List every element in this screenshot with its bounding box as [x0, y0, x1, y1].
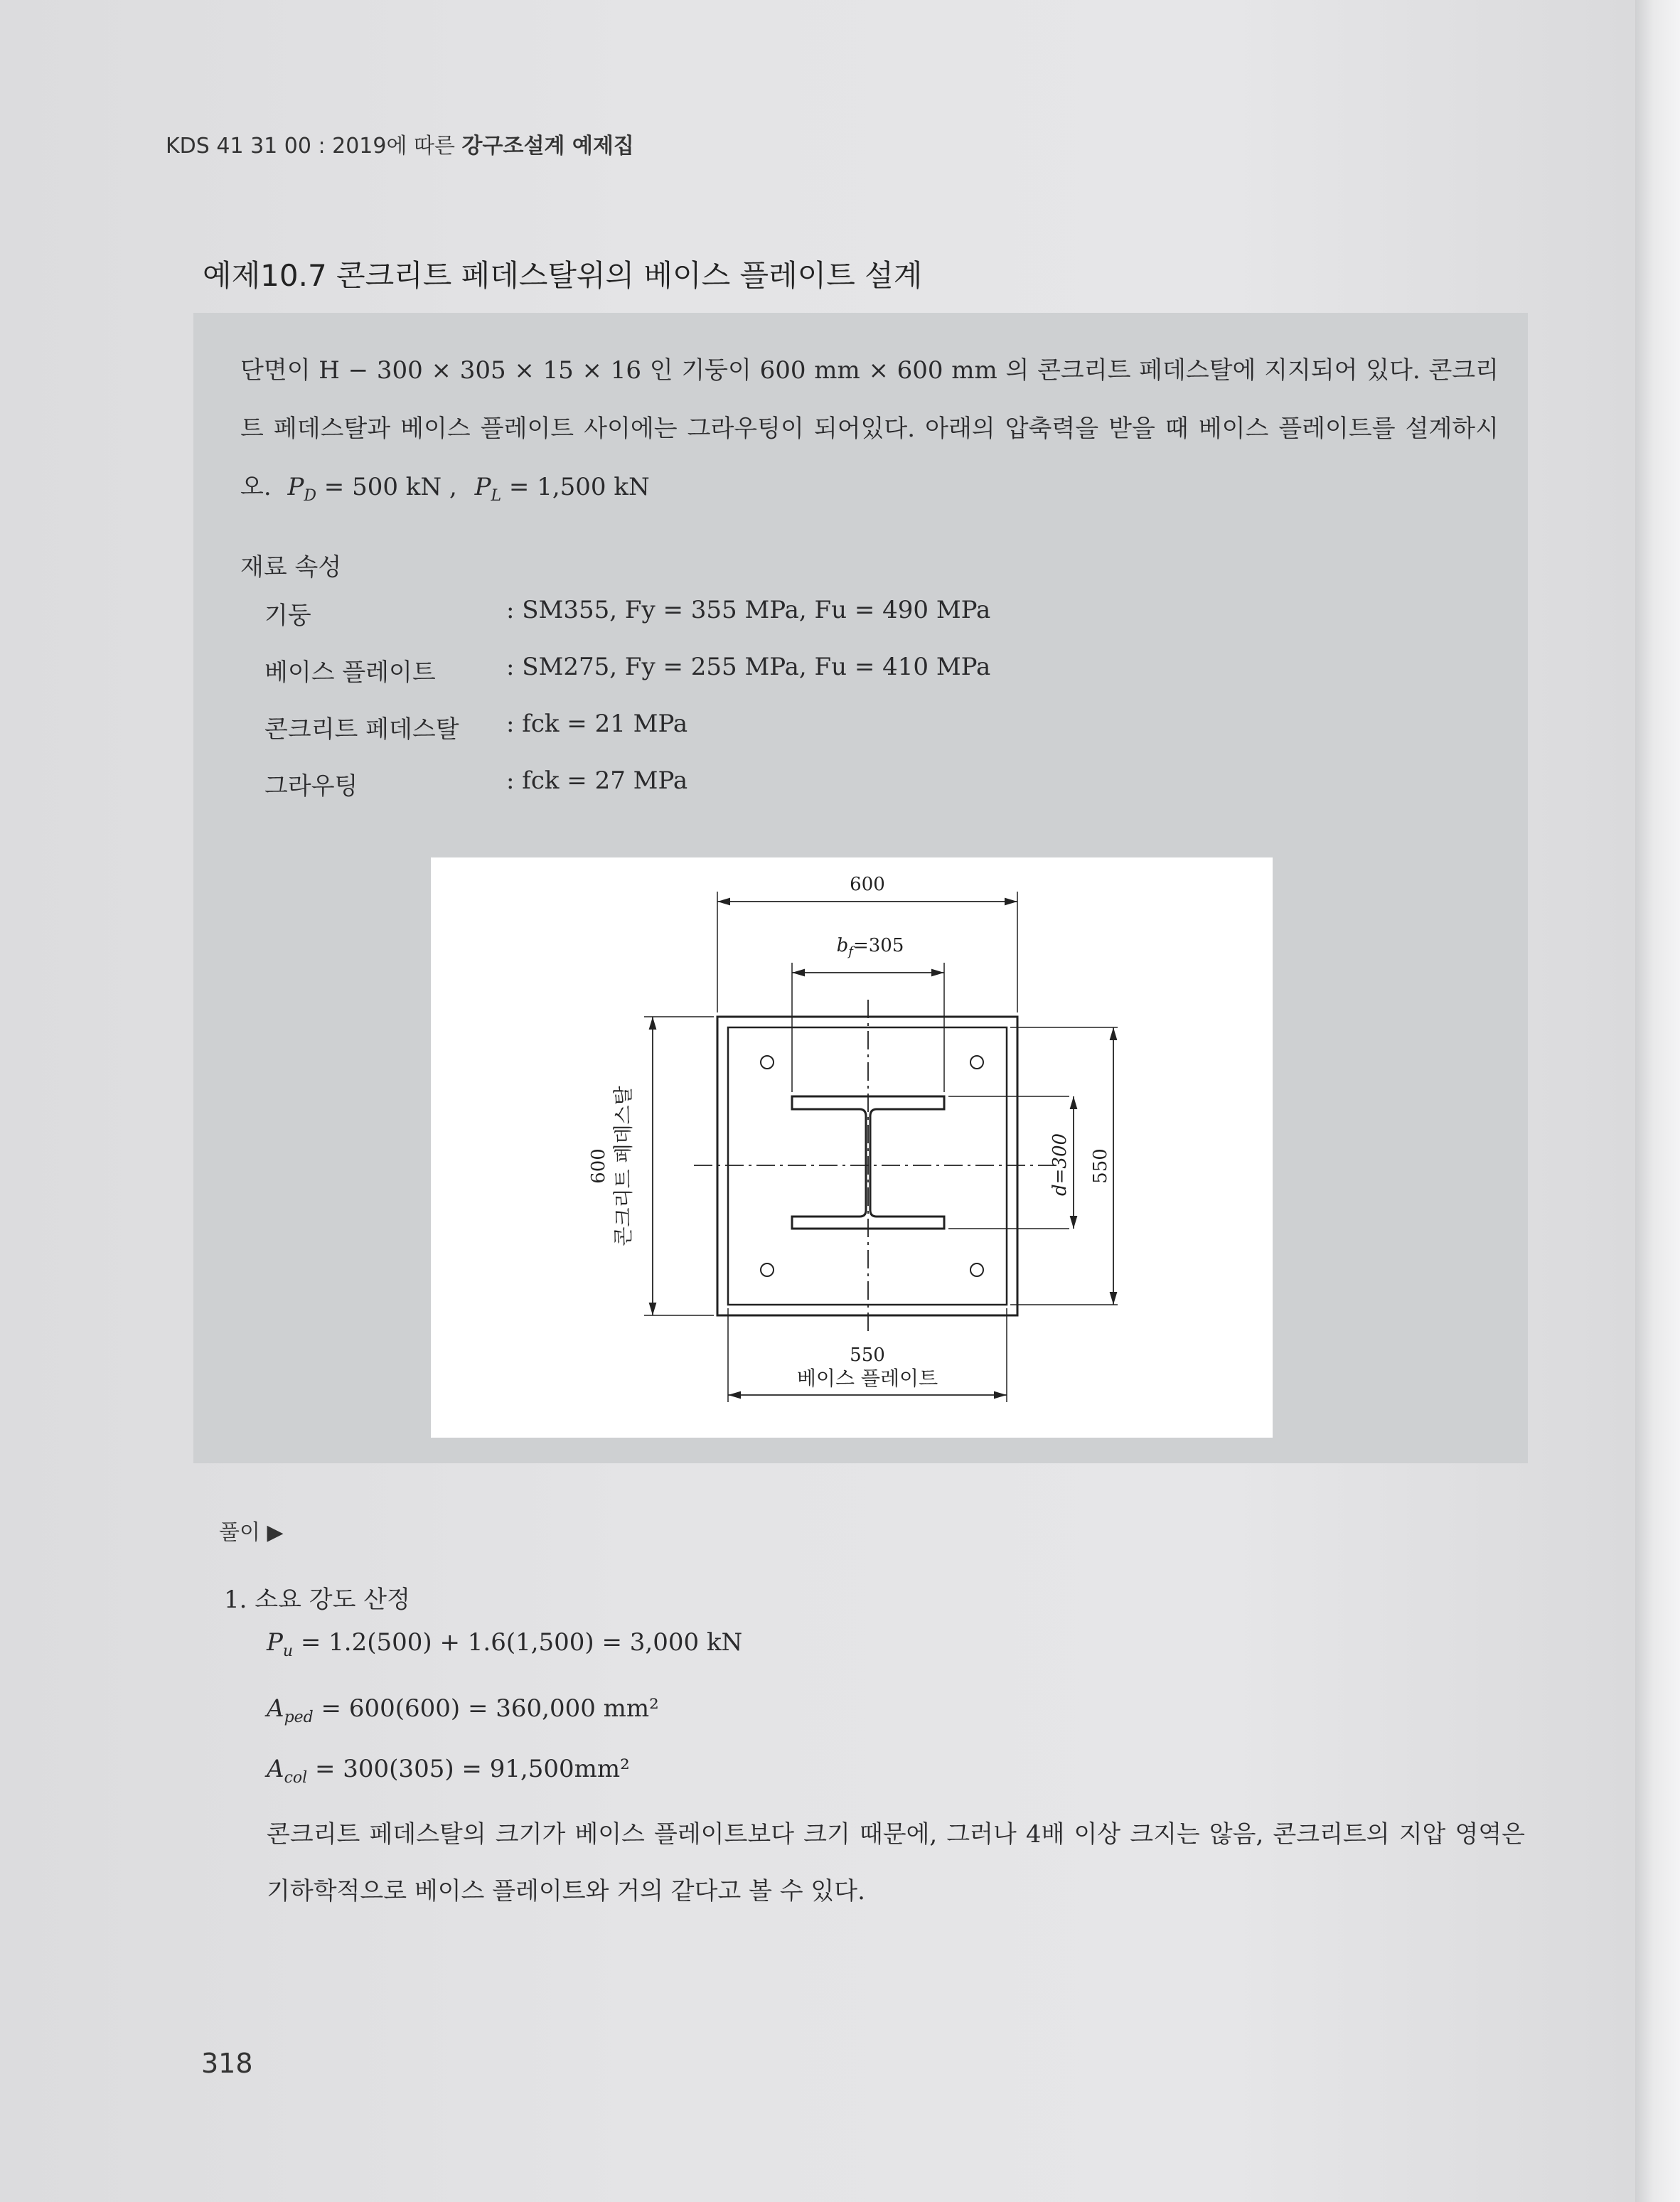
problem-text: 단면이 H − 300 × 305 × 15 × 16 인 기둥이 600 mm × 600 mm 의 콘크리트 페데스탈에 지지되어 있다. 콘크리트 페데스탈과 베이스 플레이트 사이에는 그라우팅이 되어있다. 아래의 압축력을 받을 때 베이스 플레이트를 설계하시오. [240, 356, 1499, 501]
solution-paragraph: 콘크리트 페데스탈의 크기가 베이스 플레이트보다 크기 때문에, 그러나 4배 이상 크지는 않음, 콘크리트의 지압 영역은 기하학적으로 베이스 플레이트와 거의 같다고 볼 수 있다. [267, 1820, 1525, 1906]
material-label: 기둥 [264, 602, 311, 630]
eq-symbol: A [267, 1694, 284, 1723]
materials-table [264, 596, 1118, 823]
dim-bf-label [837, 935, 904, 959]
running-header [166, 128, 634, 159]
dim-left-label: 600 [588, 1148, 609, 1184]
anchor-bolt-hole [970, 1056, 983, 1069]
equation-aped [267, 1694, 659, 1726]
dim-bf-value: =305 [852, 935, 904, 956]
pl-value: = 1,500 kN [501, 473, 650, 501]
pl-subscript: L [491, 486, 502, 505]
eq-symbol: P [267, 1628, 283, 1657]
pedestal-outline [717, 1017, 1017, 1315]
page-number: 318 [201, 2048, 253, 2079]
example-title: 예제10.7 콘크리트 페데스탈위의 베이스 플레이트 설계 [203, 258, 923, 293]
dim-bf-symbol: b [836, 935, 849, 956]
dim-right-label: 550 [1090, 1148, 1111, 1184]
dim-top-label: 600 [850, 874, 885, 895]
material-row [264, 653, 1118, 710]
eq-rhs: = 300(305) = 91,500mm² [307, 1755, 630, 1783]
base-plate-figure [431, 857, 1273, 1438]
base-plate-drawing [431, 857, 1273, 1438]
base-plate-outline [728, 1027, 1007, 1305]
solution-step-1: 1. 소요 강도 산정 [224, 1586, 410, 1614]
material-label: 베이스 플레이트 [264, 658, 436, 687]
anchor-bolt-hole [761, 1263, 774, 1276]
eq-rhs: = 1.2(500) + 1.6(1,500) = 3,000 kN [293, 1628, 743, 1657]
dim-bf-subscript: f [848, 944, 853, 959]
eq-subscript: col [284, 1768, 308, 1787]
material-value: : SM355, Fy = 355 MPa, Fu = 490 MPa [506, 596, 991, 624]
material-row [264, 596, 1118, 653]
dim-d-label: d=300 [1049, 1133, 1071, 1197]
material-row [264, 710, 1118, 766]
material-value: : fck = 21 MPa [506, 710, 688, 738]
page-edge [1635, 0, 1680, 2202]
solution-heading: 풀이 ▶ [219, 1520, 284, 1545]
pd-subscript: D [304, 486, 316, 505]
eq-symbol: A [267, 1755, 284, 1783]
pd-value: = 500 kN , [316, 473, 457, 501]
material-label: 콘크리트 페데스탈 [264, 715, 459, 744]
pd-symbol: P [287, 473, 304, 501]
anchor-bolt-hole [970, 1263, 983, 1276]
header-bold: 강구조설계 예제집 [461, 134, 634, 159]
plate-label: 베이스 플레이트 [796, 1367, 938, 1390]
material-value: : fck = 27 MPa [506, 766, 688, 795]
equation-acol [267, 1755, 630, 1787]
pl-symbol: P [474, 473, 491, 501]
pedestal-label: 콘크리트 페데스탈 [611, 1086, 635, 1246]
problem-statement [240, 341, 1499, 525]
dim-bottom-label: 550 [850, 1345, 885, 1366]
eq-rhs: = 600(600) = 360,000 mm² [313, 1694, 659, 1723]
eq-subscript: u [282, 1642, 294, 1660]
anchor-bolt-hole [761, 1056, 774, 1069]
eq-subscript: ped [284, 1708, 314, 1726]
header-prefix: KDS 41 31 00 : 2019에 따른 [166, 134, 462, 159]
material-label: 그라우팅 [264, 772, 358, 801]
material-value: : SM275, Fy = 255 MPa, Fu = 410 MPa [506, 653, 991, 681]
equation-pu [267, 1628, 742, 1660]
material-row [264, 766, 1118, 823]
materials-title: 재료 속성 [240, 553, 342, 582]
